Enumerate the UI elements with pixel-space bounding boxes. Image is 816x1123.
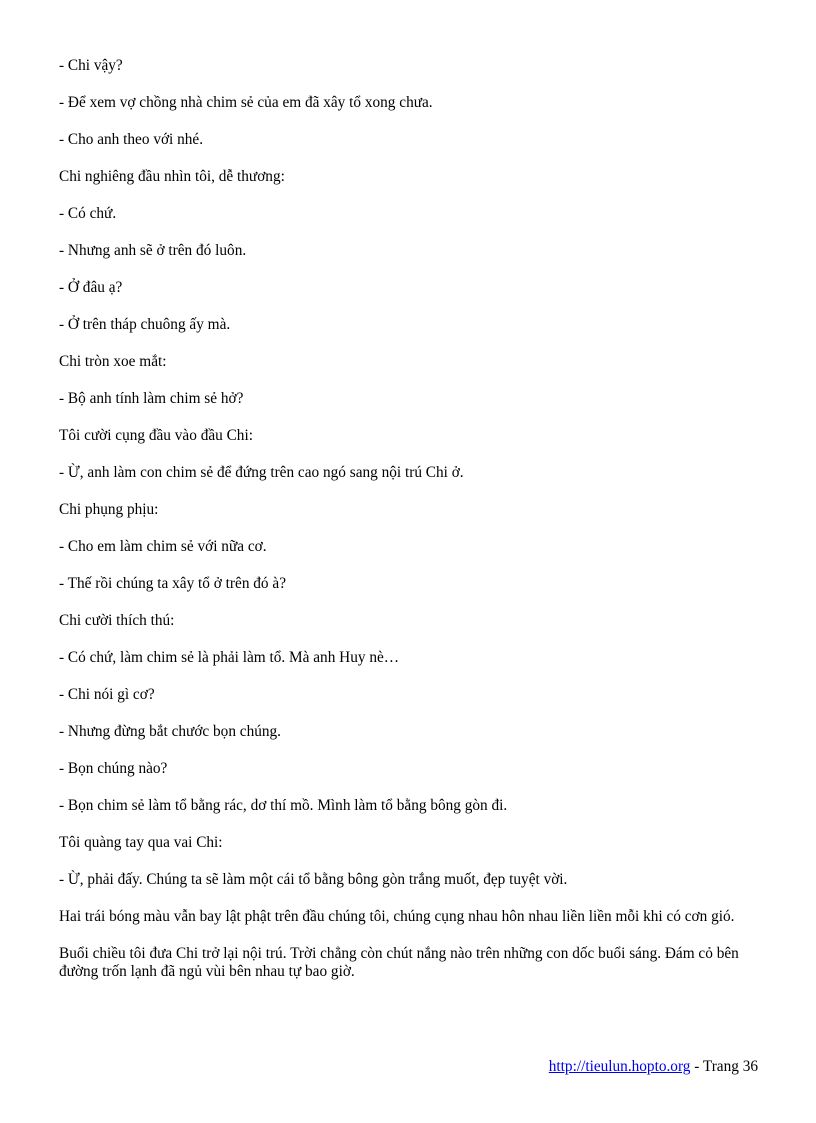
website-link[interactable]: http://tieulun.hopto.org (548, 1058, 691, 1075)
page-footer (549, 1058, 758, 1076)
paragraph: Buổi chiều tôi đưa Chi trở lại nội trú. Trời chẳng còn chút nắng nào trên những con dốc buổi sáng. Đám cỏ bên đường trốn lạnh đã ngủ vùi bên nhau tự bao giờ. (59, 945, 739, 980)
paragraph: - Nhưng đừng bắt chước bọn chúng. (59, 723, 282, 740)
paragraph: Tôi cười cụng đầu vào đầu Chi: (59, 427, 253, 444)
paragraph: Chi phụng phịu: (59, 501, 159, 518)
paragraph: - Bọn chúng nào? (59, 760, 168, 777)
paragraph: Chi tròn xoe mắt: (59, 353, 167, 370)
paragraph: Chi cười thích thú: (59, 612, 175, 629)
paragraph: - Ừ, anh làm con chim sẻ để đứng trên cao ngó sang nội trú Chi ở. (59, 464, 464, 481)
paragraph: - Bộ anh tính làm chim sẻ hở? (59, 390, 244, 407)
paragraph: - Chi vậy? (59, 57, 123, 74)
paragraph: - Cho anh theo với nhé. (59, 131, 204, 148)
story-text (59, 57, 759, 1000)
page-number: - Trang 36 (690, 1058, 758, 1075)
paragraph: - Để xem vợ chồng nhà chim sẻ của em đã xây tổ xong chưa. (59, 94, 433, 111)
paragraph: - Thế rồi chúng ta xây tổ ở trên đó à? (59, 575, 286, 592)
paragraph: - Bọn chim sẻ làm tổ bằng rác, dơ thí mồ. Mình làm tổ bằng bông gòn đi. (59, 797, 508, 814)
paragraph: - Ừ, phải đấy. Chúng ta sẽ làm một cái tổ bằng bông gòn trắng muốt, đẹp tuyệt vời. (59, 871, 568, 888)
paragraph: - Có chứ, làm chim sẻ là phải làm tổ. Mà anh Huy nè… (59, 649, 400, 666)
paragraph: - Có chứ. (59, 205, 117, 222)
paragraph: Chi nghiêng đầu nhìn tôi, dễ thương: (59, 168, 285, 185)
paragraph: Hai trái bóng màu vẫn bay lật phật trên đầu chúng tôi, chúng cụng nhau hôn nhau liền liền mỗi khi có cơn gió. (59, 908, 735, 925)
paragraph: - Cho em làm chim sẻ với nữa cơ. (59, 538, 267, 555)
paragraph: - Ở đâu ạ? (59, 279, 123, 296)
paragraph: - Chi nói gì cơ? (59, 686, 155, 703)
paragraph: Tôi quàng tay qua vai Chi: (59, 834, 223, 851)
paragraph: - Ở trên tháp chuông ấy mà. (59, 316, 231, 333)
paragraph: - Nhưng anh sẽ ở trên đó luôn. (59, 242, 247, 259)
